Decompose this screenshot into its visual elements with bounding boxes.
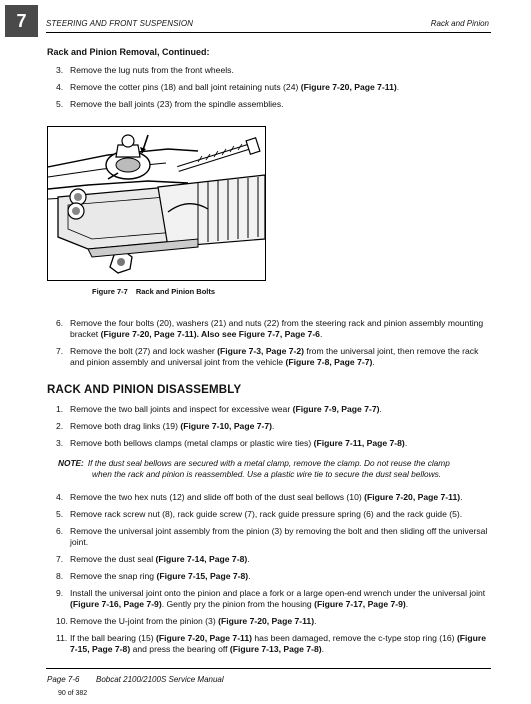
step-text: Remove the bolt (27) and lock washer: [70, 346, 218, 356]
step-text: .: [321, 644, 324, 654]
figure-reference: (Figure 7-17, Page 7-9): [314, 599, 406, 609]
step-text: Remove the U-joint from the pinion (3): [70, 616, 219, 626]
step-item: [56, 346, 492, 368]
header-rule: [46, 32, 491, 33]
step-item: [56, 404, 492, 415]
step-number: 5.: [56, 509, 64, 519]
step-number: 2.: [56, 421, 64, 431]
figure-caption: [92, 287, 215, 296]
note-label: NOTE:: [58, 458, 84, 468]
step-text: has been damaged, remove the c-type stop ring (16): [252, 633, 457, 643]
step-text: .: [460, 492, 463, 502]
chapter-tab: [5, 5, 38, 37]
sub-heading: Rack and Pinion Removal, Continued:: [47, 47, 210, 57]
figure-reference: (Figure 7-20, Page 7-11): [300, 82, 397, 92]
step-number: 4.: [56, 492, 64, 502]
step-number: 3.: [56, 65, 64, 75]
rack-pinion-bolts-drawing: [48, 127, 265, 280]
step-text: If the ball bearing (15): [70, 633, 156, 643]
step-text: Install the universal joint onto the pinion and place a fork or a large open-end wrench under the universal joint: [70, 588, 486, 598]
step-text: Remove the two ball joints and inspect for excessive wear: [70, 404, 293, 414]
step-text: .: [272, 421, 275, 431]
step-item: [56, 65, 492, 76]
removal-steps-a: [56, 65, 492, 116]
step-item: [56, 633, 492, 655]
step-number: 10.: [56, 616, 68, 626]
step-number: 7.: [56, 554, 64, 564]
step-item: [56, 588, 492, 610]
step-text: Remove the cotter pins (18) and ball joint retaining nuts (24): [70, 82, 301, 92]
footer-rule: [46, 668, 491, 669]
step-text: .: [379, 404, 382, 414]
step-text: Remove the lug nuts from the front wheels.: [70, 65, 234, 75]
step-number: 8.: [56, 571, 64, 581]
figure-title: Rack and Pinion Bolts: [135, 287, 216, 296]
step-text: Remove the snap ring: [70, 571, 157, 581]
step-text: .: [319, 329, 323, 339]
step-text: Remove the ball joints (23) from the spindle assemblies.: [70, 99, 284, 109]
figure-reference: Also see Figure 7-7, Page 7-6: [198, 329, 320, 339]
step-number: 11.: [56, 633, 68, 643]
step-text: .: [396, 82, 400, 92]
step-number: 3.: [56, 438, 64, 448]
figure-reference: (Figure 7-9, Page 7-7): [292, 404, 380, 414]
section-heading: RACK AND PINION DISASSEMBLY: [47, 384, 242, 396]
figure-reference: (Figure 7-15, Page 7-8): [70, 633, 487, 654]
step-text: .: [405, 599, 409, 609]
step-text: .: [372, 357, 375, 367]
step-item: [56, 509, 492, 520]
chapter-number: 7: [16, 10, 27, 31]
figure-reference: (Figure 7-14, Page 7-8): [155, 554, 248, 564]
removal-steps-b: [56, 318, 492, 374]
figure-reference: (Figure 7-8, Page 7-7): [285, 357, 373, 367]
figure-reference: (Figure 7-15, Page 7-8): [156, 571, 249, 581]
footer-manual-title: Bobcat 2100/2100S Service Manual: [96, 675, 224, 684]
step-number: 5.: [56, 99, 64, 109]
figure-reference: (Figure 7-20, Page 7-11): [156, 633, 252, 643]
step-text: Remove the universal joint assembly from the pinion (3) by removing the bolt and then sliding off the universal joint.: [70, 526, 488, 547]
figure-number: Figure 7-7: [92, 287, 128, 296]
step-number: 4.: [56, 82, 64, 92]
step-text: Remove rack screw nut (8), rack guide screw (7), rack guide pressure spring (6) and the rack guide (5).: [70, 509, 463, 519]
step-item: [56, 526, 492, 548]
step-item: [56, 492, 492, 503]
step-text: .: [247, 554, 250, 564]
figure-reference: (Figure 7-20, Page 7-11): [364, 492, 461, 502]
disassembly-steps-a: [56, 404, 492, 455]
figure-reference: (Figure 7-16, Page 7-9): [70, 599, 162, 609]
figure-reference: (Figure 7-11, Page 7-8): [313, 438, 405, 448]
step-item: [56, 438, 492, 449]
footer-page-number: Page 7-6: [47, 675, 80, 684]
step-number: 7.: [56, 346, 64, 356]
step-number: 6.: [56, 526, 64, 536]
figure-reference: (Figure 7-20, Page 7-11).: [100, 329, 199, 339]
step-item: [56, 421, 492, 432]
step-text: . Gently pry the pinion from the housing: [161, 599, 315, 609]
step-text: Remove both drag links (19): [70, 421, 181, 431]
header-section-title: STEERING AND FRONT SUSPENSION: [46, 19, 194, 28]
step-item: [56, 616, 492, 627]
figure-reference: (Figure 7-13, Page 7-8): [229, 644, 322, 654]
step-text: Remove the four bolts (20), washers (21) and nuts (22) from the steering rack and pinion assembly mounting bracket: [70, 318, 484, 339]
step-item: [56, 318, 492, 340]
step-item: [56, 82, 492, 93]
figure-7-7-illustration: [47, 126, 266, 281]
note-line-1: If the dust seal bellows are secured with a metal clamp, remove the clamp. Do not reuse the clamp: [87, 458, 450, 468]
step-item: [56, 99, 492, 110]
figure-reference: (Figure 7-3, Page 7-2): [217, 346, 305, 356]
step-text: and press the bearing off: [130, 644, 230, 654]
step-text: Remove the dust seal: [70, 554, 156, 564]
step-number: 1.: [56, 404, 64, 414]
note-line-2: when the rack and pinion is reassembled. Use a plastic wire tie to secure the dust seal bellows.: [92, 469, 442, 479]
step-text: Remove the two hex nuts (12) and slide off both of the dust seal bellows (10): [70, 492, 365, 502]
step-text: from the universal joint, then remove the rack and pinion assembly and universal joint from the vehicle: [70, 346, 479, 367]
step-text: .: [248, 571, 251, 581]
step-text: .: [404, 438, 408, 448]
header-topic: Rack and Pinion: [430, 19, 489, 28]
step-number: 6.: [56, 318, 64, 328]
figure-reference: (Figure 7-20, Page 7-11): [218, 616, 315, 626]
step-text: Remove both bellows clamps (metal clamps or plastic wire ties): [70, 438, 314, 448]
step-text: .: [314, 616, 317, 626]
footer-page-count: 90 of 382: [58, 690, 88, 697]
disassembly-steps-b: [56, 492, 492, 661]
step-item: [56, 554, 492, 565]
figure-reference: (Figure 7-10, Page 7-7): [180, 421, 273, 431]
step-number: 9.: [56, 588, 64, 598]
note-block: [58, 458, 494, 480]
step-item: [56, 571, 492, 582]
